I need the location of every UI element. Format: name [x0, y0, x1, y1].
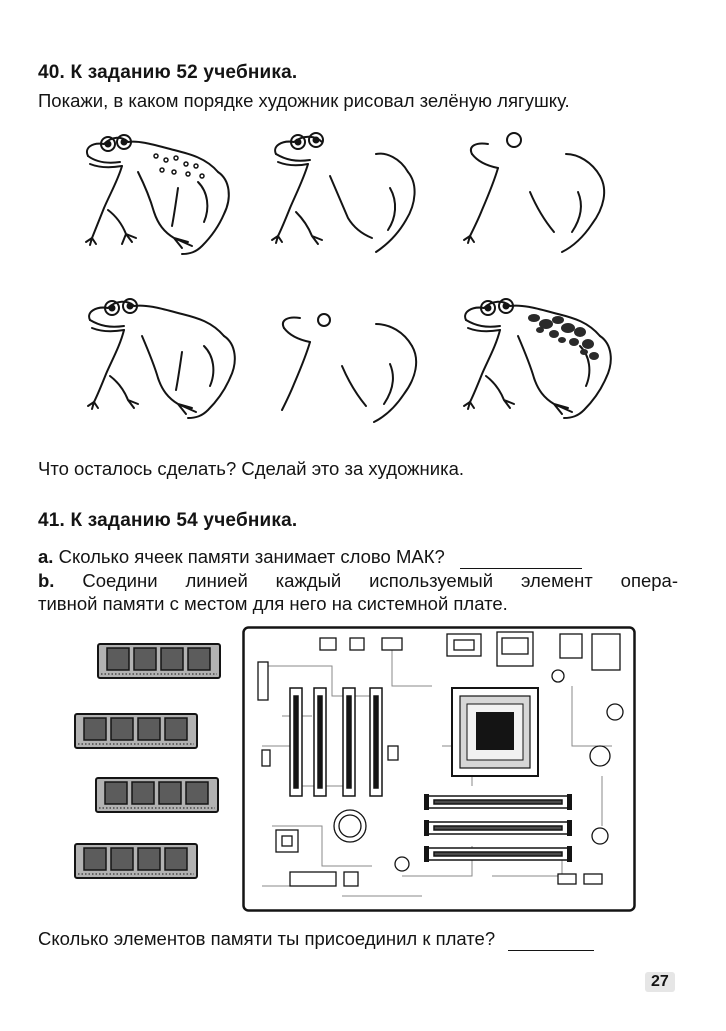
frog-drawing-6[interactable]	[458, 290, 618, 430]
ram-module-1[interactable]	[97, 640, 221, 682]
ram-module-2[interactable]	[74, 710, 198, 752]
frog-drawing-2[interactable]	[268, 128, 428, 260]
task-41-b-line-2: тивной памяти с местом для него на системной плате.	[38, 593, 508, 614]
task-40-question: Что осталось сделать? Сделай это за художника.	[38, 458, 465, 479]
answer-blank-a[interactable]	[460, 546, 582, 569]
motherboard	[242, 626, 636, 912]
ram-module-4[interactable]	[74, 840, 198, 882]
task-41-question: Сколько элементов памяти ты присоединил к плате?	[38, 928, 496, 949]
frog-drawing-4[interactable]	[82, 290, 242, 426]
task-41-b-line-1	[38, 570, 678, 592]
frog-drawing-1[interactable]	[78, 128, 238, 260]
ram-module-3[interactable]	[95, 774, 219, 816]
task-40-instruction: Покажи, в каком порядке художник рисовал зелёную лягушку.	[38, 90, 570, 111]
task-41-question-line	[38, 928, 594, 951]
answer-blank-count[interactable]	[508, 928, 594, 951]
task-40-title: 40. К заданию 52 учебника.	[38, 62, 298, 83]
task-41-a-text: Сколько ячеек памяти занимает слово МАК?	[58, 546, 445, 567]
task-41-title: 41. К заданию 54 учебника.	[38, 510, 298, 531]
page-number: 27	[645, 972, 675, 992]
frog-drawing-3[interactable]	[458, 128, 618, 260]
frog-drawing-5[interactable]	[272, 300, 432, 430]
task-41-b-text-1: Соедини линией каждый используемый элемент опера-	[82, 570, 678, 591]
task-41-a-line	[38, 546, 582, 569]
task-41-a-marker: a.	[38, 546, 54, 567]
task-41-b-marker: b.	[38, 570, 55, 591]
